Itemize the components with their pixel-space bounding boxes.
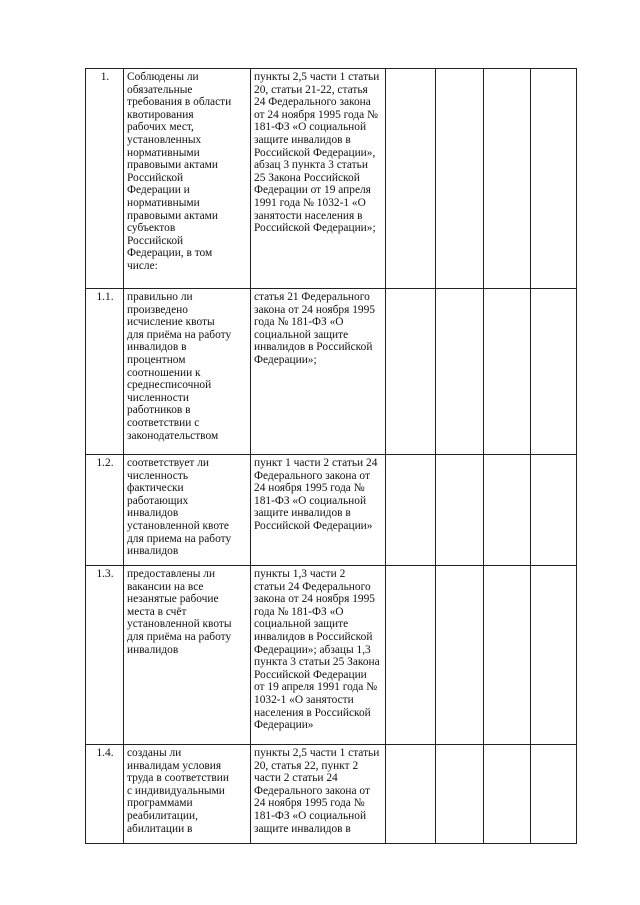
question-cell: соответствует ли численность фактически работающих инвалидов установленной квоте для приема на работу инвалидов <box>124 455 251 566</box>
answer-cell-notes <box>531 289 577 455</box>
answer-cell-notes <box>531 455 577 566</box>
answer-cell-no <box>436 69 484 289</box>
row-number: 1.4. <box>86 745 124 844</box>
table-row <box>86 69 577 289</box>
answer-cell-no <box>436 289 484 455</box>
answer-cell-yes <box>386 566 436 745</box>
question-cell: созданы ли инвалидам условия труда в соответствии с индивидуальными программами реабилитации, абилитации в <box>124 745 251 844</box>
answer-cell-yes <box>386 289 436 455</box>
row-number: 1.3. <box>86 566 124 745</box>
answer-cell-no <box>436 455 484 566</box>
table-row <box>86 566 577 745</box>
table-row <box>86 455 577 566</box>
answer-cell-yes <box>386 745 436 844</box>
legal-reference-cell: пункты 2,5 части 1 статьи 20, статья 22, пункт 2 части 2 статьи 24 Федерального закона от 24 ноября 1995 года № 181-ФЗ «О социальной защите инвалидов в <box>251 745 386 844</box>
answer-cell-not-applicable <box>484 455 531 566</box>
question-cell: Соблюдены ли обязательные требования в области квотирования рабочих мест, установленных нормативными правовыми актами Российской Федерации и нормативными правовыми актами субъектов Российской Федерации, в том числе: <box>124 69 251 289</box>
row-number: 1.1. <box>86 289 124 455</box>
question-cell: предоставлены ли вакансии на все незанятые рабочие места в счёт установленной квоты для приёма на работу инвалидов <box>124 566 251 745</box>
legal-reference-cell: пункты 1,3 части 2 статьи 24 Федерального закона от 24 ноября 1995 года № 181-ФЗ «О социальной защите инвалидов в Российской Федерации»; абзацы 1,3 пункта 3 статьи 25 Закона Российской Федерации от 19 апреля 1991 года № 1032-1 «О занятости населения в Российской Федерации» <box>251 566 386 745</box>
answer-cell-notes <box>531 566 577 745</box>
answer-cell-yes <box>386 69 436 289</box>
row-number: 1. <box>86 69 124 289</box>
answer-cell-yes <box>386 455 436 566</box>
answer-cell-not-applicable <box>484 745 531 844</box>
answer-cell-not-applicable <box>484 566 531 745</box>
answer-cell-notes <box>531 69 577 289</box>
question-cell: правильно ли произведено исчисление квоты для приёма на работу инвалидов в процентном соотношении к среднесписочной численности работников в соответствии с законодательством <box>124 289 251 455</box>
answer-cell-notes <box>531 745 577 844</box>
legal-reference-cell: пункты 2,5 части 1 статьи 20, статьи 21-22, статья 24 Федерального закона от 24 ноября 1995 года № 181-ФЗ «О социальной защите инвалидов в Российской Федерации», абзац 3 пункта 3 статьи 25 Закона Российской Федерации от 19 апреля 1991 года № 1032-1 «О занятости населения в Российской Федерации»; <box>251 69 386 289</box>
answer-cell-no <box>436 745 484 844</box>
checklist-table <box>85 68 577 844</box>
answer-cell-not-applicable <box>484 69 531 289</box>
table-row <box>86 745 577 844</box>
legal-reference-cell: статья 21 Федерального закона от 24 ноября 1995 года № 181-ФЗ «О социальной защите инвалидов в Российской Федерации»; <box>251 289 386 455</box>
table-row <box>86 289 577 455</box>
legal-reference-cell: пункт 1 части 2 статьи 24 Федерального закона от 24 ноября 1995 года № 181-ФЗ «О социальной защите инвалидов в Российской Федерации» <box>251 455 386 566</box>
row-number: 1.2. <box>86 455 124 566</box>
answer-cell-not-applicable <box>484 289 531 455</box>
answer-cell-no <box>436 566 484 745</box>
